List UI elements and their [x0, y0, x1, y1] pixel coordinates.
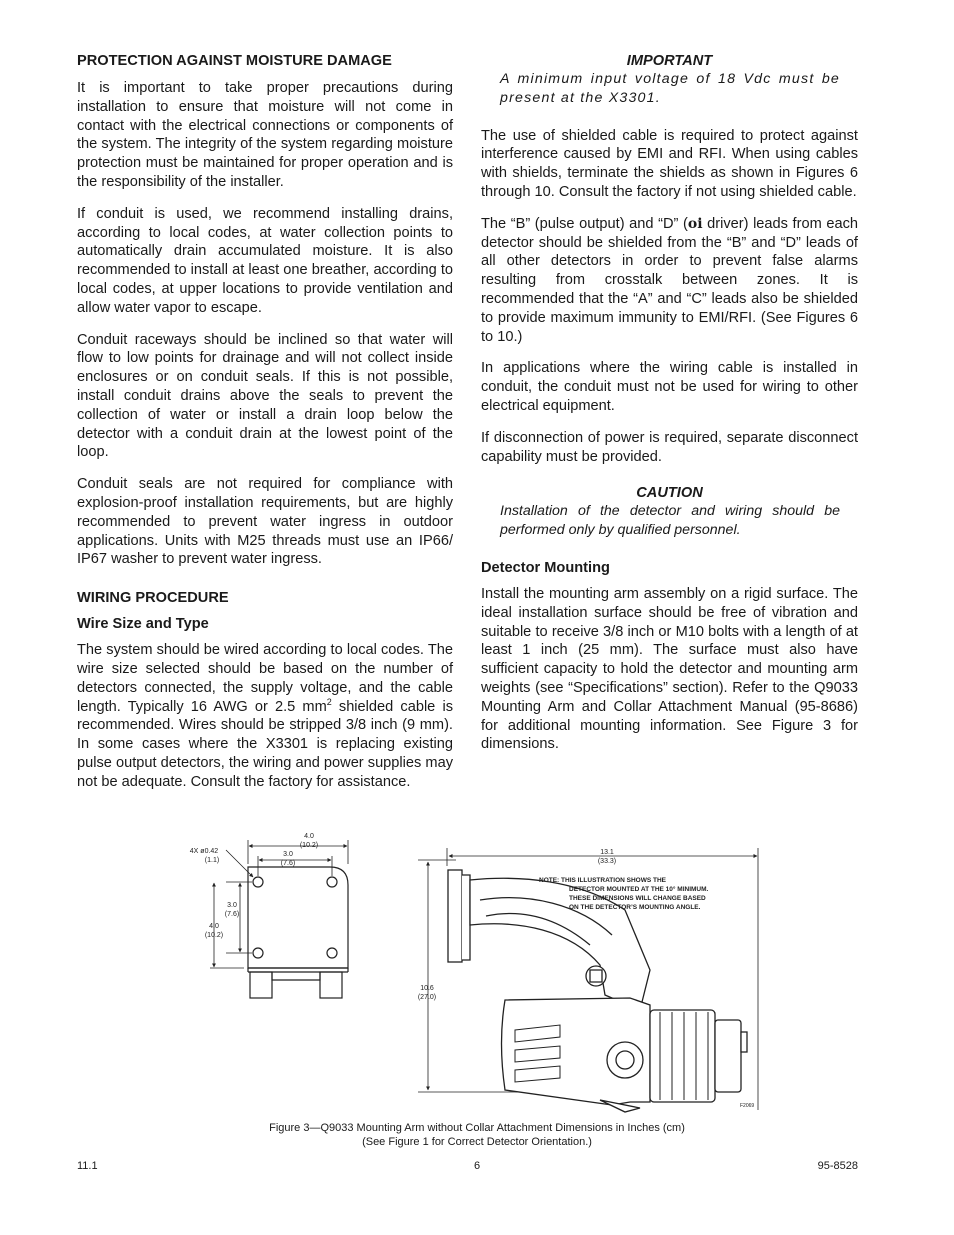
leads-text-a: The “B” (pulse output) and “D” ( [481, 215, 688, 232]
figure-3-drawing [0, 820, 954, 1120]
dim-4x-cm: (1.1) [204, 857, 220, 864]
note-line-1: NOTE: THIS ILLUSTRATION SHOWS THE [539, 877, 666, 884]
wire-size-heading: Wire Size and Type [77, 616, 209, 633]
dim-131-cm: (33.3) [597, 858, 617, 865]
shielded-paragraph: The use of shielded cable is required to protect against interference caused by EMI and RFI. When using cables with shields, terminate the shields as shown in Figures 6 through 10. Consult the factory if not using shielded cable. [481, 127, 858, 200]
dim-top-40-cm: (10.2) [299, 842, 319, 849]
figure-code: F2069 [740, 1103, 755, 1109]
dim-side-40: 4.0 [209, 923, 219, 930]
leads-paragraph [481, 215, 858, 347]
mounting-heading: Detector Mounting [481, 559, 610, 576]
important-title: IMPORTANT [626, 53, 713, 69]
caption-line-1: Figure 3—Q9033 Mounting Arm without Collar Attachment Dimensions in Inches (cm) [269, 1122, 685, 1134]
dim-4x-label: 4X ø0.42 [189, 848, 219, 855]
moisture-heading: PROTECTION AGAINST MOISTURE DAMAGE [77, 53, 392, 69]
dim-131: 13.1 [600, 849, 614, 856]
left-column [77, 52, 453, 792]
dim-side-30: 3.0 [227, 902, 237, 909]
dim-side-40-cm: (10.2) [204, 932, 224, 939]
footer-document-number: 95-8528 [817, 1160, 858, 1172]
note-line-4: ON THE DETECTOR’S MOUNTING ANGLE. [569, 904, 701, 911]
caution-body: Installation of the detector and wiring should be performed only by qualified personnel. [500, 503, 840, 539]
wire-superscript: 2 [326, 696, 332, 707]
dim-top-30: 3.0 [283, 851, 293, 858]
dim-106: 10.6 [420, 985, 434, 992]
caption-line-2: (See Figure 1 for Correct Detector Orientation.) [362, 1135, 592, 1148]
wire-size-paragraph [77, 641, 453, 791]
right-column [481, 52, 858, 754]
mounting-paragraph: Install the mounting arm assembly on a rigid surface. The ideal installation surface should be free of vibration and suitable to receive 3/8 inch or M10 bolts with a length of at least 1 inch (25 mm). The surface must also have sufficient capacity to hold the detector and mounting arm weights (see “Specifications” section). Refer to the Q9033 Mounting Arm and Collar Attachment Manual (95-8686) for additional mounting information. See Figure 3 for dimensions. [481, 585, 858, 753]
dim-106-cm: (27.0) [417, 994, 437, 1001]
caution-title: CAUTION [636, 485, 703, 502]
moisture-paragraph-4: Conduit seals are not required for compliance with explosion-proof installation requirements, but are highly recommended to prevent water ingress in outdoor applications. Units with M25 threads must use an IP66/ IP67 washer to prevent water ingress. [77, 476, 453, 568]
note-line-2: DETECTOR MOUNTED AT THE 10° MINIMUM. [569, 886, 709, 893]
footer-revision: 11.1 [77, 1160, 98, 1172]
wire-text-b: shielded cable is recommended. Wires should be stripped 3/8 inch (9 mm). In some cases where the X3301 is replacing existing pulse output detectors, the wiring and power supplies may not be adequate. Consult the factory for assistance. [77, 698, 453, 790]
dim-top-30-cm: (7.6) [280, 860, 296, 867]
moisture-paragraph-1: It is important to take proper precautions during installation to ensure that moisture will not come in contact with the electrical connections or components of the system. The integrity of the system regarding moisture protection must be maintained for proper operation and is the responsibility of the installer. [77, 80, 453, 190]
footer-page-number: 6 [473, 1160, 481, 1172]
disconnect-paragraph: If disconnection of power is required, separate disconnect capability must be provided. [481, 429, 858, 465]
dim-top-40: 4.0 [304, 833, 314, 840]
moisture-paragraph-2: If conduit is used, we recommend installing drains, according to local codes, at water collection points to automatically drain accumulated moisture. It is also recommended to install at least one breather, according to local codes, at upper locations to provide ventilation and allow water vapor to escape. [77, 205, 453, 316]
wire-text-a: The system should be wired according to local codes. The wire size selected should be based on the number of detectors connected, the supply voltage, and the cable length. Typically 16 AWG or 2.5 mm [77, 642, 453, 715]
important-body: A minimum input voltage of 18 Vdc must be present at the X3301. [500, 71, 840, 106]
wiring-heading: WIRING PROCEDURE [77, 590, 229, 607]
dim-side-30-cm: (7.6) [224, 911, 240, 918]
figure-caption [0, 1122, 954, 1149]
front-view-labels [190, 833, 318, 939]
oi-logo-icon: oi [687, 215, 703, 232]
conduit-paragraph: In applications where the wiring cable is installed in conduit, the conduit must not be used for wiring to other electrical equipment. [481, 360, 858, 414]
figure-3 [0, 820, 954, 1120]
moisture-paragraph-3: Conduit raceways should be inclined so that water will flow to low points for drainage and will not collect inside enclosures or on conduit seals. If this is not possible, install conduit drains above the seals to prevent the collection of water or install a drain loop below the detector with a conduit drain at the lowest point of the loop. [77, 331, 453, 461]
note-line-3: THESE DIMENSIONS WILL CHANGE BASED [569, 895, 706, 902]
leads-text-b: driver) leads from each detector should be shielded from the “B” and “D” leads of all other detectors in order to prevent false alarms resulting from crosstalk between zones. It is recommended that the “A” and “C” leads also be shielded to provide maximum immunity to EMI/RFI. (See Figures 6 to 10.) [481, 215, 858, 345]
mounting-plate-front-view [248, 867, 348, 998]
